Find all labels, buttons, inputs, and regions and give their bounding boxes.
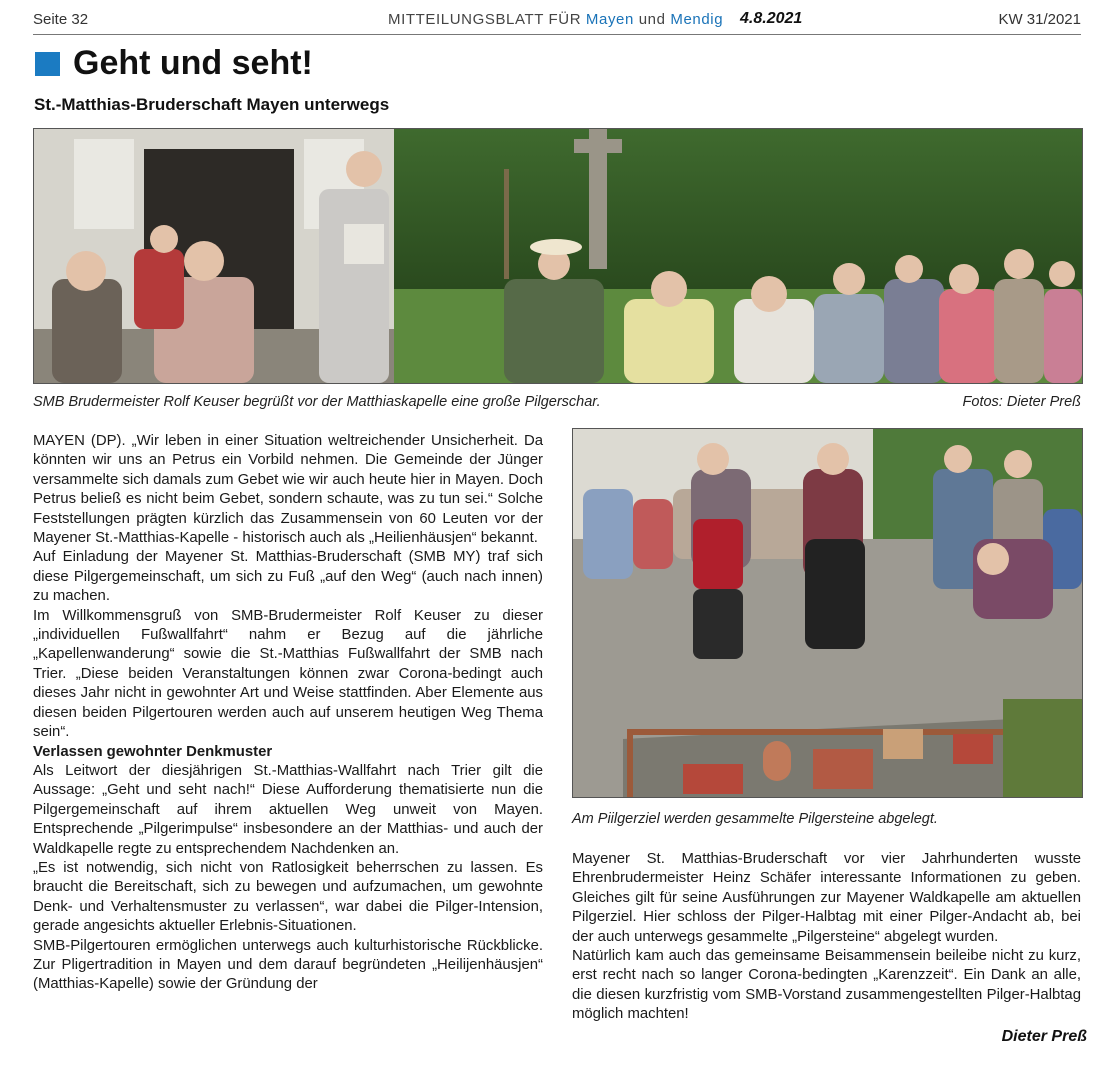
paragraph: „Es ist notwendig, sich nicht von Ratlosigkeit beherrschen zu lassen. Es braucht die Bereitschaft, sich zu bewegen und aufzumachen, um gewohnte Denk- und Verhaltensmuster zu verlassen“, war dabei die Pilger-Intension, gerade angesichts aktueller Erlebnis-Situationen.: [33, 859, 543, 935]
paragraph: Natürlich kam auch das gemeinsame Beisammensein beileibe nicht zu kurz, erst recht nach so langer Corona-bedingten „Karenzzeit“. Ein Dank an alle, die diesen kurzfristig vom SMB-Vorstand zusammengestellten Pilger-Halbtag möglich machten!: [572, 948, 1081, 1023]
town-mayen: Mayen: [585, 11, 634, 28]
photo-credit: Fotos: Dieter Preß: [962, 394, 1081, 410]
photo-pilgrims-at-chapel: [33, 128, 1083, 384]
paragraph: Im Willkommensgruß von SMB-Brudermeister Rolf Keuser zu dieser „individuellen Fußwallfahrt“ nahm er Bezug auf die jährliche „Kapellenwanderung“ sowie die St.-Matthias Fußwallfahrt der SMB nach Trier. „Diese beiden Veranstaltungen können zwar Corona-bedingt auch dieses Jahr nicht in gewohnter Art und Weise stattfinden. Aber Elemente aus diesen beiden Pilgertouren werden auch auf unserem heutigen Weg Thema sein“.: [33, 607, 543, 741]
town-mendig: Mendig: [670, 11, 724, 28]
paragraph: Als Leitwort der diesjährigen St.-Matthias-Wallfahrt nach Trier gilt die Aussage: „Geht und seht nach!“ Diese Aufforderung thematisierte nun die Pilgergemeinschaft auf ihrem aktuellen Weg unweit von Mayen. Entsprechende „Pilgerimpulse“ insbesondere an der Matthias- und auch der Waldkapelle regte zu entsprechendem Nachdenken an.: [33, 762, 543, 857]
calendar-week: KW 31/2021: [998, 11, 1081, 28]
page-number: Seite 32: [33, 11, 89, 28]
issue-date: 4.8.2021: [740, 10, 803, 27]
publication-connector: und: [638, 11, 666, 28]
section-heading: Verlassen gewohnter Denkmuster: [33, 743, 273, 760]
photo2-caption: Am Piilgerziel werden gesammelte Pilgersteine abgelegt.: [572, 811, 938, 827]
subheadline: St.-Matthias-Bruderschaft Mayen unterwegs: [34, 95, 390, 114]
article-column-2: [572, 850, 1081, 1025]
paragraph: SMB-Pilgertouren ermöglichen unterwegs auch kulturhistorische Rückblicke. Zur Pligertradition in Mayen und dem darauf begründeten „Heilijenhäusjen“ (Matthias-Kapelle) sowie der Gründung der: [33, 937, 543, 993]
article-author: Dieter Preß: [1001, 1028, 1087, 1045]
article-column-1: [33, 432, 543, 995]
publication-prefix: MITTEILUNGSBLATT FÜR: [388, 11, 582, 28]
paragraph: Auf Einladung der Mayener St. Matthias-Bruderschaft (SMB MY) traf sich diese Pilgergemeinschaft, um sich zu Fuß „auf den Weg“ (auch nach innen) zu machen.: [33, 549, 543, 605]
photo1-caption: SMB Brudermeister Rolf Keuser begrüßt vor der Matthiaskapelle eine große Pilgerschar.: [33, 394, 601, 410]
photo-pilgrim-stones: [572, 428, 1083, 798]
paragraph: Mayener St. Matthias-Bruderschaft vor vier Jahrhunderten wusste Ehrenbrudermeister Heinz Schäfer interessante Informationen zu geben. Gleiches gilt für seine Ausführungen zur Mayener Waldkapelle am aktuellen Pilgerziel. Hier schloss der Pilger-Halbtag mit einer Pilger-Andacht ab, bei der auch unterwegs gesammelte „Pilgersteine“ abgelegt wurden.: [572, 851, 1081, 945]
headline: Geht und seht!: [73, 44, 313, 82]
publication-name: [388, 11, 723, 28]
page-header: [33, 8, 1081, 35]
paragraph: MAYEN (DP). „Wir leben in einer Situation weltreichender Unsicherheit. Da könnten wir uns an Petrus ein Vorbild nehmen. Die Gemeinde der Jünger versammelte sich damals zum Gebet wie wir auch heute hier in Mayen. Doch Petrus beließ es nicht beim Gebet, sondern schaute, was zu tun sei.“ Solche Feststellungen prägten kürzlich das Zusammensein von 60 Leuten vor der Mayener St.-Matthias-Kapelle - historisch auch als „Heilienhäusjen“ bekannt.: [33, 433, 543, 547]
headline-square-marker: [35, 52, 60, 76]
